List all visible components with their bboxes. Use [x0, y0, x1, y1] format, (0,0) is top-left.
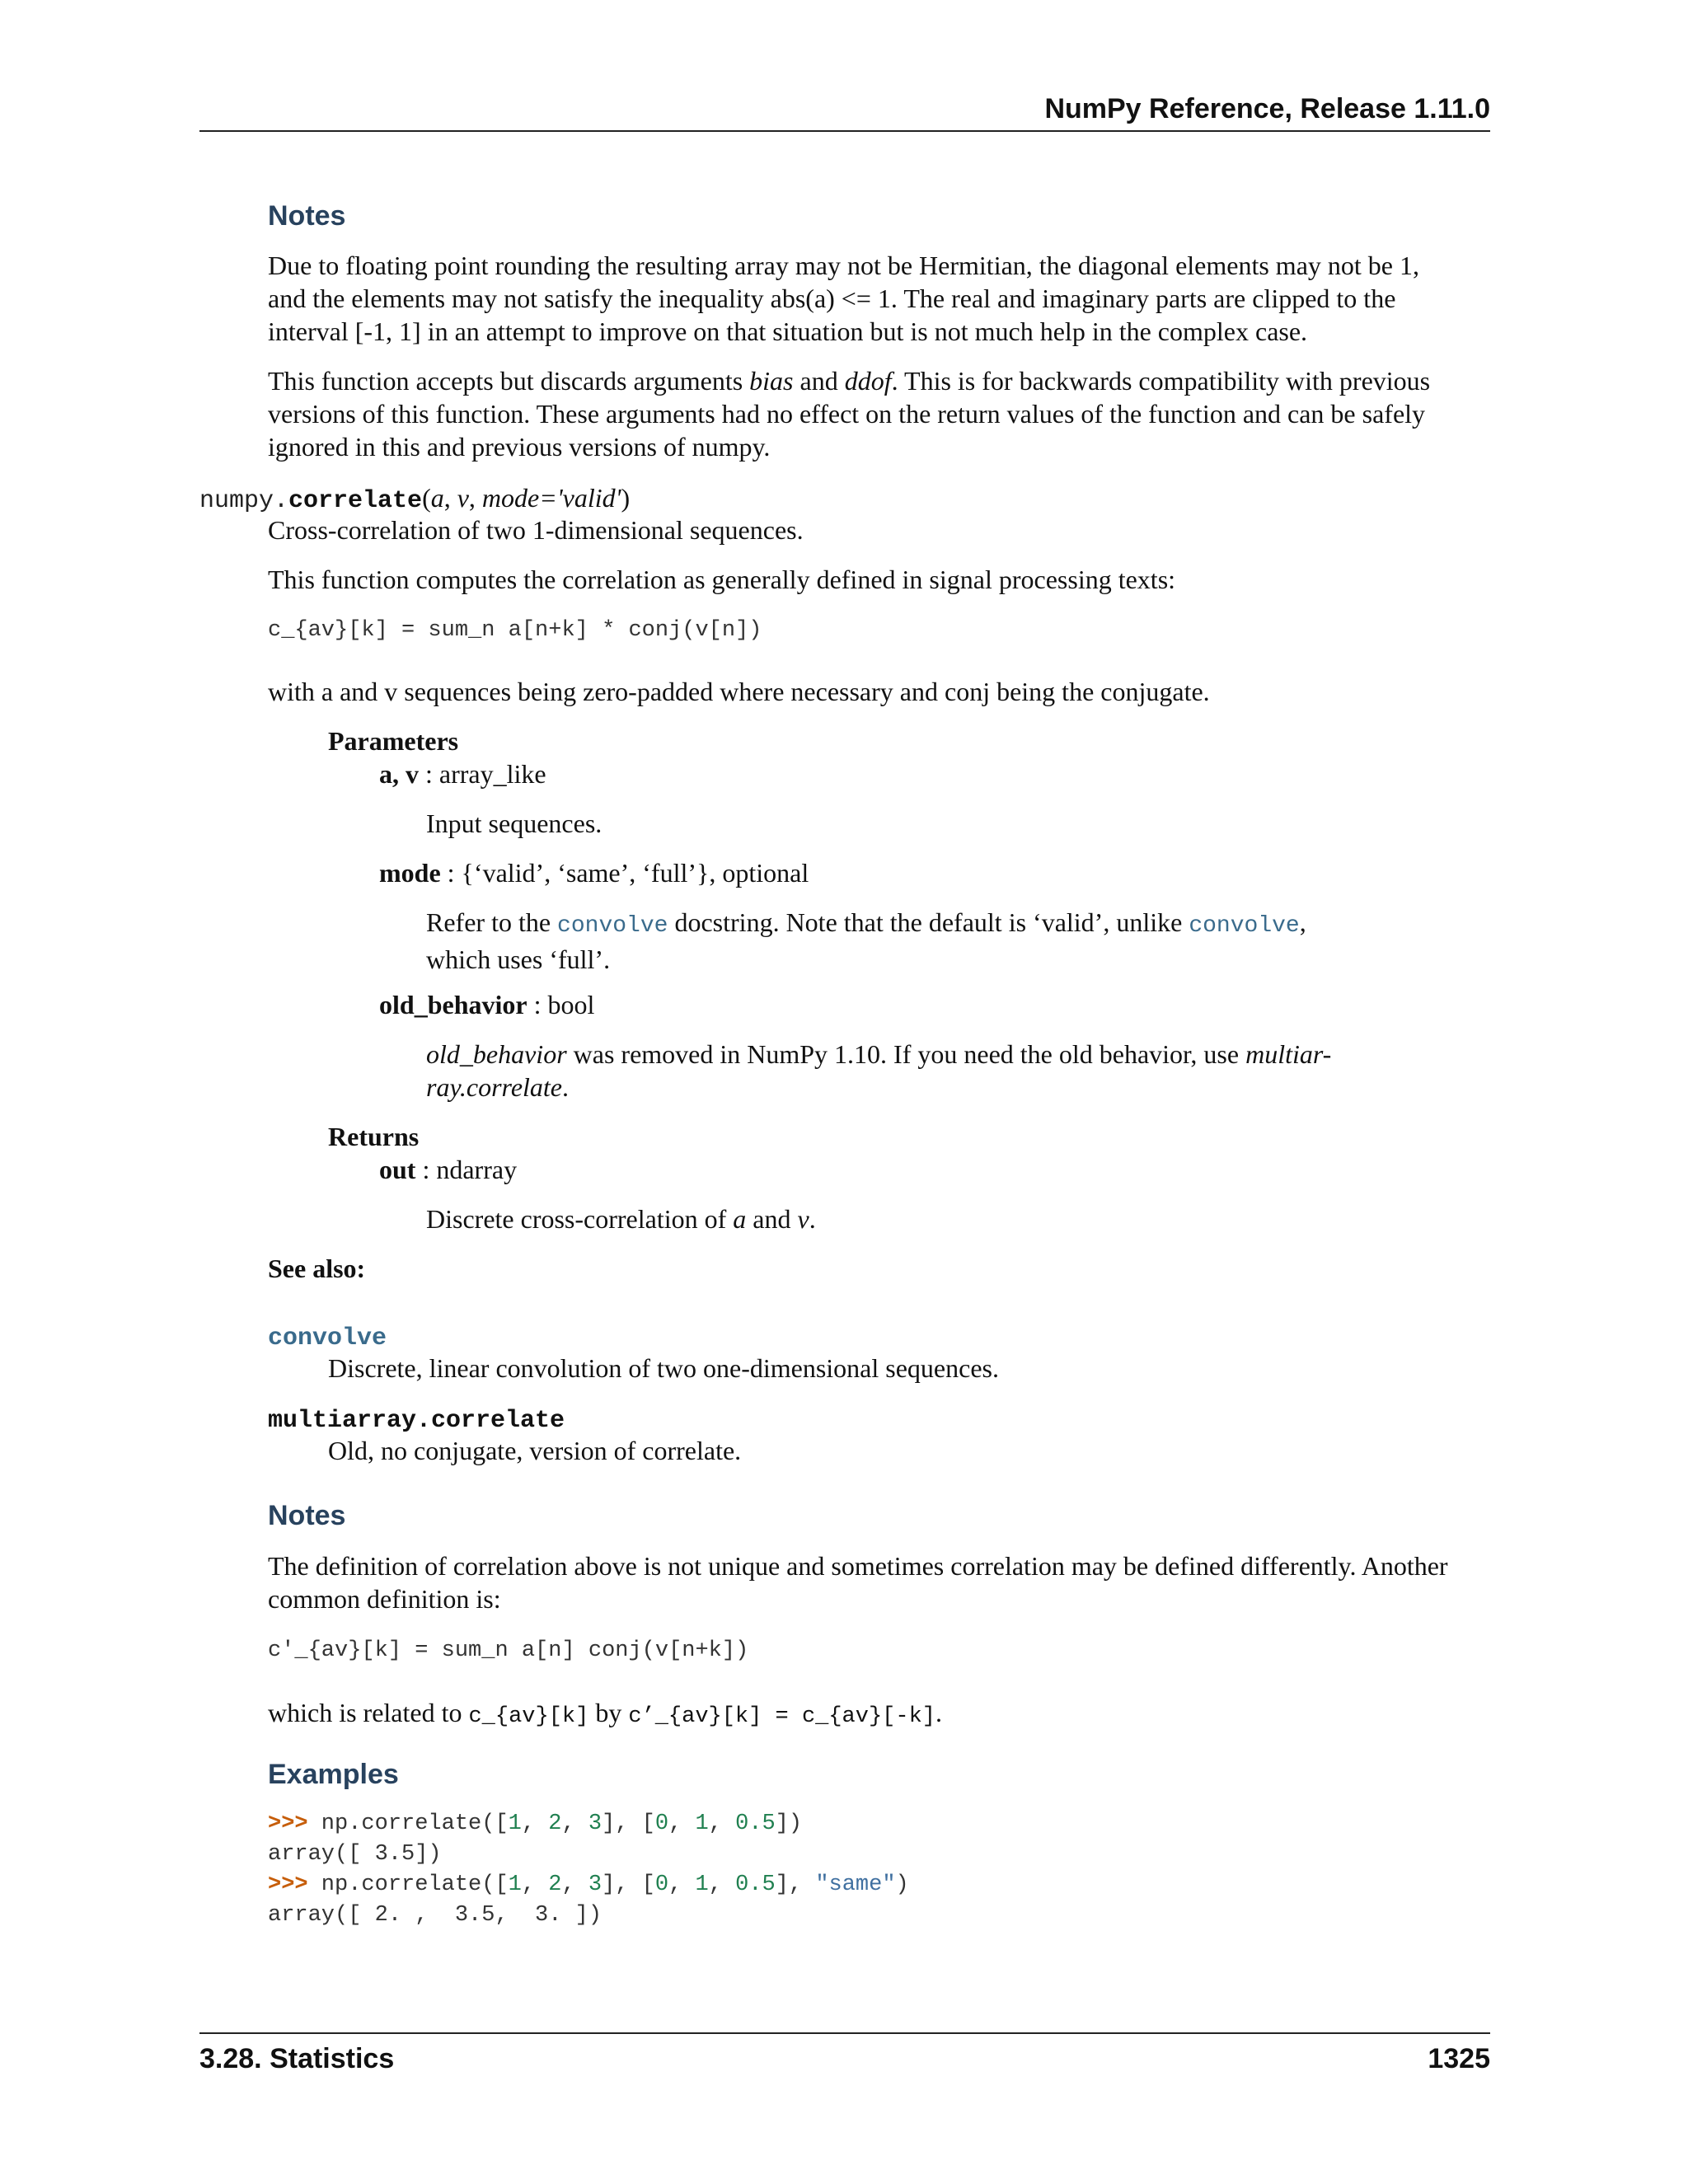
notes-paragraph-1: [268, 249, 1490, 348]
formula-2: c'_{av}[k] = sum_n a[n] conj(v[n+k]): [268, 1638, 749, 1663]
footer-section: 3.28. Statistics: [199, 2043, 395, 2074]
header-title: NumPy Reference, Release 1.11.0: [1044, 93, 1490, 124]
example-input-2: >>> np.correlate([1, 2, 3], [0, 1, 0.5], "same"): [268, 1872, 909, 1897]
return-out-type: : ndarray: [415, 1155, 518, 1184]
function-signature: numpy.correlate(a, v, mode='valid'): [199, 483, 631, 515]
notes-p2-line2: versions of this function. These arguments had no effect on the return values of the function and can be safely: [268, 399, 1426, 429]
examples-heading: Examples: [268, 1759, 399, 1790]
example-output-1: array([ 3.5]): [268, 1842, 442, 1867]
notes-p1-line1: Due to floating point rounding the resulting array may not be Hermitian, the diagonal elements may not be 1,: [268, 251, 1419, 280]
returns-label: Returns: [328, 1122, 420, 1151]
see-also-item-multiarray: [268, 1401, 565, 1437]
see-also-item-convolve[interactable]: [268, 1319, 387, 1355]
param-a: a: [430, 483, 444, 513]
see-also-convolve-desc: Discrete, linear convolution of two one-dimensional sequences.: [328, 1353, 999, 1383]
notes-paragraph-2: [268, 364, 1490, 463]
convolve-link-1[interactable]: convolve: [557, 913, 668, 939]
notes-p1-line2: and the elements may not satisfy the inequality abs(a) <= 1. The real and imaginary parts are clipped to the: [268, 284, 1396, 313]
param-old-desc: old_behavior was removed in NumPy 1.10. If you need the old behavior, use multiar- ray.correlate.: [426, 1039, 1332, 1102]
param-mode-type: : {‘valid’, ‘same’, ‘full’}, optional: [440, 858, 809, 888]
padding-text: with a and v sequences being zero-padded where necessary and conj being the conjugate.: [268, 677, 1210, 706]
parameters-label: Parameters: [328, 726, 459, 756]
param-mode: mode='valid': [481, 483, 621, 513]
param-mode-name: mode: [379, 858, 441, 888]
formula-1: c_{av}[k] = sum_n a[n+k] * conj(v[n]): [268, 618, 762, 643]
notes-heading-1: Notes: [268, 200, 346, 232]
function-description: This function computes the correlation as generally defined in signal processing texts:: [268, 565, 1176, 594]
param-av-name: a, v: [379, 759, 419, 789]
convolve-link-2[interactable]: convolve: [1189, 913, 1300, 939]
see-also-multiarray-name: multiarray.correlate: [268, 1407, 565, 1435]
param-old-type: : bool: [527, 990, 595, 1019]
param-av-type: : array_like: [419, 759, 546, 789]
param-av-desc: Input sequences.: [426, 808, 603, 838]
return-out-name: out: [379, 1155, 416, 1184]
page-header: [199, 91, 1490, 132]
param-mode-row: [379, 856, 809, 889]
related-text: which is related to c_{av}[k] by c’_{av}[k] = c_{av}[-k].: [268, 1698, 942, 1729]
footer-page-number: 1325: [1428, 2043, 1490, 2074]
see-also-multiarray-desc: Old, no conjugate, version of correlate.: [328, 1436, 742, 1465]
arg-bias: bias: [749, 366, 794, 396]
examples-code-block: [268, 1809, 909, 1931]
notes-p2-line1: This function accepts but discards arguments bias and ddof. This is for backwards compatibility with previous: [268, 366, 1431, 396]
param-v: v: [457, 483, 469, 513]
notes-p1-line3: interval [-1, 1] in an attempt to improve on that situation but is not much help in the complex case.: [268, 316, 1308, 346]
related-code-1: c_{av}[k]: [468, 1704, 589, 1729]
param-old-name: old_behavior: [379, 990, 528, 1019]
notes-heading-2: Notes: [268, 1500, 346, 1531]
param-av-row: [379, 757, 546, 790]
param-old-row: [379, 988, 594, 1021]
example-output-2: array([ 2. , 3.5, 3. ]): [268, 1903, 603, 1928]
page-footer: [199, 2032, 1490, 2075]
notes2-paragraph: The definition of correlation above is not unique and sometimes correlation may be defined differently. Another common definition is:: [268, 1551, 1448, 1614]
return-out-row: [379, 1153, 517, 1186]
see-also-label: See also:: [268, 1254, 366, 1283]
signature-name: correlate: [288, 487, 423, 515]
function-summary: Cross-correlation of two 1-dimensional sequences.: [268, 515, 804, 545]
example-input-1: >>> np.correlate([1, 2, 3], [0, 1, 0.5]): [268, 1811, 803, 1836]
param-mode-desc: Refer to the convolve docstring. Note that the default is ‘valid’, unlike convolve, which uses ‘full’.: [426, 907, 1306, 974]
notes-p2-line3: ignored in this and previous versions of numpy.: [268, 432, 771, 462]
arg-ddof: ddof: [844, 366, 892, 396]
see-also-convolve-link[interactable]: convolve: [268, 1324, 387, 1352]
signature-module: numpy.: [199, 487, 289, 515]
related-code-2: c’_{av}[k] = c_{av}[-k]: [628, 1704, 935, 1729]
return-out-desc: Discrete cross-correlation of a and v.: [426, 1204, 816, 1234]
